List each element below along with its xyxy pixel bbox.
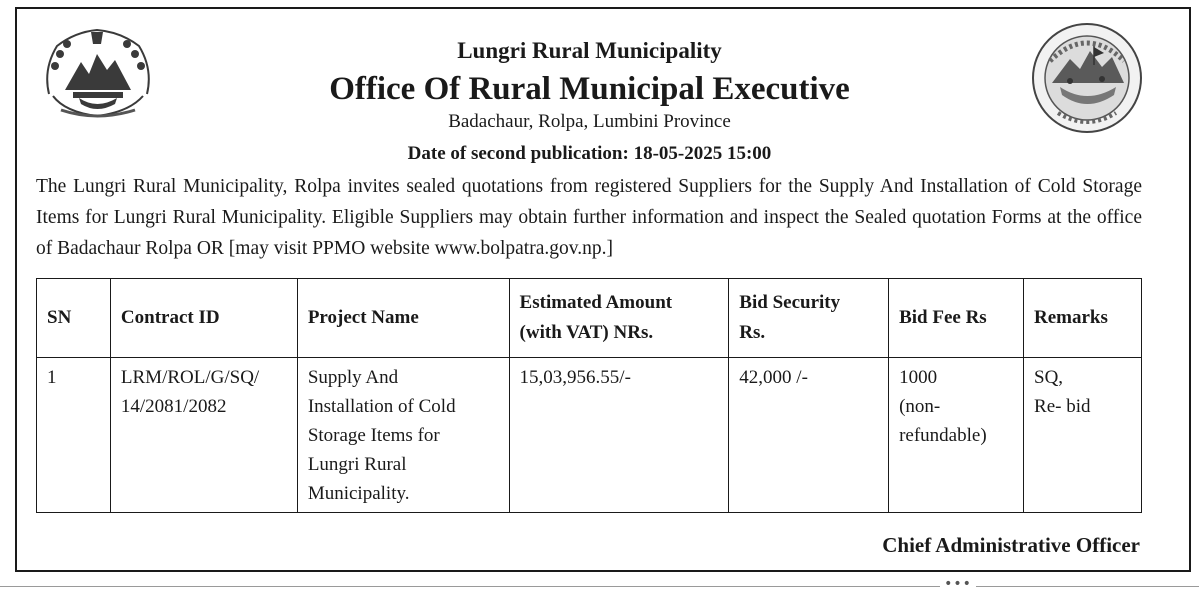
header-bid-security-line1: Bid Security <box>739 292 841 313</box>
more-options-icon[interactable]: ••• <box>940 577 976 593</box>
header-estimated-amount-line1: Estimated Amount <box>519 292 673 313</box>
office-address: Badachaur, Rolpa, Lumbini Province <box>448 111 731 132</box>
project-name-line4: Lungri Rural <box>307 454 407 475</box>
remarks-line1: SQ, <box>1034 367 1064 388</box>
cell-bid-fee <box>889 358 1024 513</box>
bid-fee-line3: refundable) <box>899 425 987 446</box>
project-name-line1: Supply And <box>307 367 399 388</box>
bottom-divider <box>0 586 1199 587</box>
table-row <box>37 358 1142 513</box>
remarks-line2: Re- bid <box>1034 396 1091 417</box>
org-name: Lungri Rural Municipality <box>457 38 722 63</box>
cell-contract-id <box>110 358 297 513</box>
cell-estimated-amount: 15,03,956.55/- <box>509 358 729 513</box>
table-header-row <box>37 279 1142 358</box>
cell-bid-security: 42,000 /- <box>729 358 889 513</box>
bid-fee-line2: (non- <box>899 396 941 417</box>
project-name-line2: Installation of Cold <box>307 396 456 417</box>
cell-remarks <box>1024 358 1142 513</box>
tender-table <box>36 278 1142 513</box>
header-sn: SN <box>37 279 111 358</box>
cell-project-name <box>297 358 509 513</box>
cell-sn: 1 <box>37 358 111 513</box>
header-bid-security <box>729 279 889 358</box>
publication-date <box>0 143 1189 165</box>
contract-id-line1: LRM/ROL/G/SQ/ <box>120 367 260 388</box>
signatory-title: Chief Administrative Officer <box>882 533 1140 557</box>
project-name-line5: Municipality. <box>307 483 410 504</box>
header-bid-security-line2: Rs. <box>739 322 766 343</box>
publication-date-label: Date of second publication: <box>407 143 629 164</box>
project-name-line3: Storage Items for <box>307 425 440 446</box>
header-remarks: Remarks <box>1024 279 1142 358</box>
office-title: Office Of Rural Municipal Executive <box>329 71 850 107</box>
header-bid-fee: Bid Fee Rs <box>889 279 1024 358</box>
bid-fee-line1: 1000 <box>899 367 938 388</box>
notice-intro-paragraph: The Lungri Rural Municipality, Rolpa invites sealed quotations from registered Suppliers for the Supply And Installation of Cold Storage Items for Lungri Rural Municipality. Eligible Suppliers may obtain further information and inspect the Sealed quotation Forms at the office of Badachaur Rolpa OR [may visit PPMO website www.bolpatra.gov.np.] <box>36 176 1142 259</box>
header-estimated-amount <box>509 279 729 358</box>
header-project-name: Project Name <box>297 279 509 358</box>
header-estimated-amount-line2: (with VAT) NRs. <box>519 322 654 343</box>
publication-date-value: 18-05-2025 15:00 <box>633 143 772 164</box>
contract-id-line2: 14/2081/2082 <box>120 396 227 417</box>
header-contract-id: Contract ID <box>110 279 297 358</box>
